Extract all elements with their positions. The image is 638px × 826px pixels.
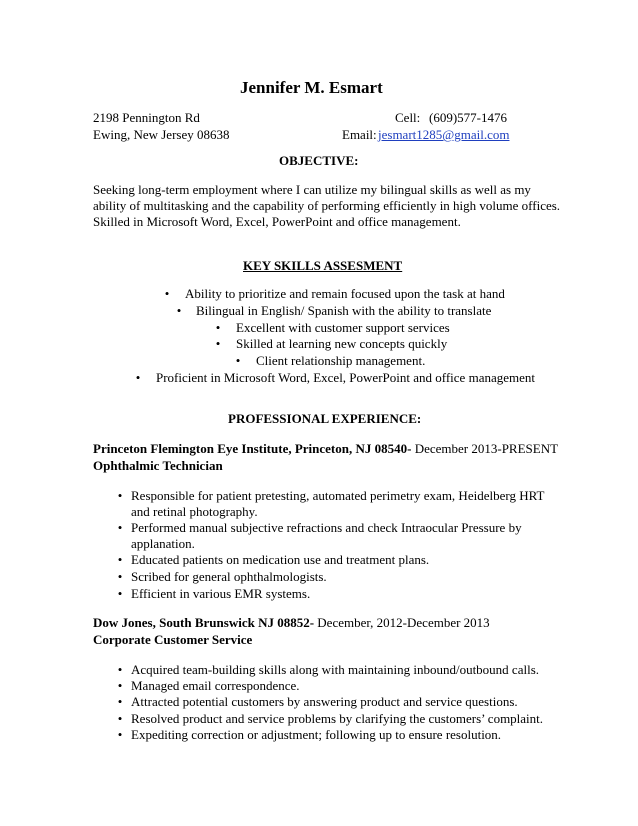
skill-item: Proficient in Microsoft Word, Excel, PowerPoint and office management — [156, 370, 535, 385]
job-employer: Princeton Flemington Eye Institute, Princeton, NJ 08540- — [93, 441, 412, 456]
job-bullet: Educated patients on medication use and treatment plans. — [131, 552, 430, 567]
skill-item: Ability to prioritize and remain focused upon the task at hand — [185, 286, 505, 301]
job-dates: December 2013-PRESENT — [414, 441, 559, 456]
objective-line: ability of multitasking and the capability of performing efficiently in high volume offices. — [93, 198, 561, 213]
cell-label: Cell: — [395, 110, 421, 125]
bullet-icon: • — [117, 586, 123, 601]
bullet-icon: • — [135, 370, 141, 385]
candidate-name: Jennifer M. Esmart — [240, 78, 383, 97]
cell-phone: (609)577-1476 — [429, 110, 507, 125]
bullet-icon: • — [117, 727, 123, 742]
objective-heading: OBJECTIVE: — [279, 153, 359, 168]
job-bullet: Expediting correction or adjustment; following up to ensure resolution. — [131, 727, 502, 742]
bullet-icon: • — [176, 303, 182, 318]
bullet-icon: • — [117, 711, 123, 726]
skills-heading: KEY SKILLS ASSESMENT — [243, 258, 403, 273]
bullet-icon: • — [164, 286, 170, 301]
email-label: Email: — [342, 127, 377, 142]
city-address: Ewing, New Jersey 08638 — [93, 127, 230, 142]
bullet-icon: • — [117, 662, 123, 677]
job-bullet-continuation: applanation. — [131, 536, 195, 551]
street-address: 2198 Pennington Rd — [93, 110, 200, 125]
job-bullet: Attracted potential customers by answering product and service questions. — [131, 694, 518, 709]
email-link[interactable]: jesmart1285@gmail.com — [378, 127, 510, 142]
bullet-icon: • — [117, 552, 123, 567]
bullet-icon: • — [215, 336, 221, 351]
bullet-icon: • — [117, 488, 123, 503]
job-bullet: Resolved product and service problems by clarifying the customers’ complaint. — [131, 711, 544, 726]
bullet-icon: • — [235, 353, 241, 368]
skill-item: Bilingual in English/ Spanish with the ability to translate — [196, 303, 492, 318]
bullet-icon: • — [117, 520, 123, 535]
skill-item: Skilled at learning new concepts quickly — [236, 336, 448, 351]
job-title: Corporate Customer Service — [93, 632, 253, 647]
job-title: Ophthalmic Technician — [93, 458, 223, 473]
skill-item: Client relationship management. — [256, 353, 426, 368]
bullet-icon: • — [117, 569, 123, 584]
job-bullet: Responsible for patient pretesting, automated perimetry exam, Heidelberg HRT — [131, 488, 545, 503]
job-bullet: Scribed for general ophthalmologists. — [131, 569, 327, 584]
skill-item: Excellent with customer support services — [236, 320, 450, 335]
bullet-icon: • — [215, 320, 221, 335]
job-bullet-continuation: and retinal photography. — [131, 504, 258, 519]
job-bullet: Acquired team-building skills along with maintaining inbound/outbound calls. — [131, 662, 540, 677]
job-bullet: Efficient in various EMR systems. — [131, 586, 311, 601]
bullet-icon: • — [117, 694, 123, 709]
objective-line: Skilled in Microsoft Word, Excel, PowerPoint and office management. — [93, 214, 461, 229]
job-bullet: Performed manual subjective refractions and check Intraocular Pressure by — [131, 520, 522, 535]
job-employer: Dow Jones, South Brunswick NJ 08852- — [93, 615, 315, 630]
experience-heading: PROFESSIONAL EXPERIENCE: — [228, 411, 422, 426]
bullet-icon: • — [117, 678, 123, 693]
job-bullet: Managed email correspondence. — [131, 678, 300, 693]
objective-line: Seeking long-term employment where I can utilize my bilingual skills as well as my — [93, 182, 531, 197]
job-dates: December, 2012-December 2013 — [317, 615, 490, 630]
